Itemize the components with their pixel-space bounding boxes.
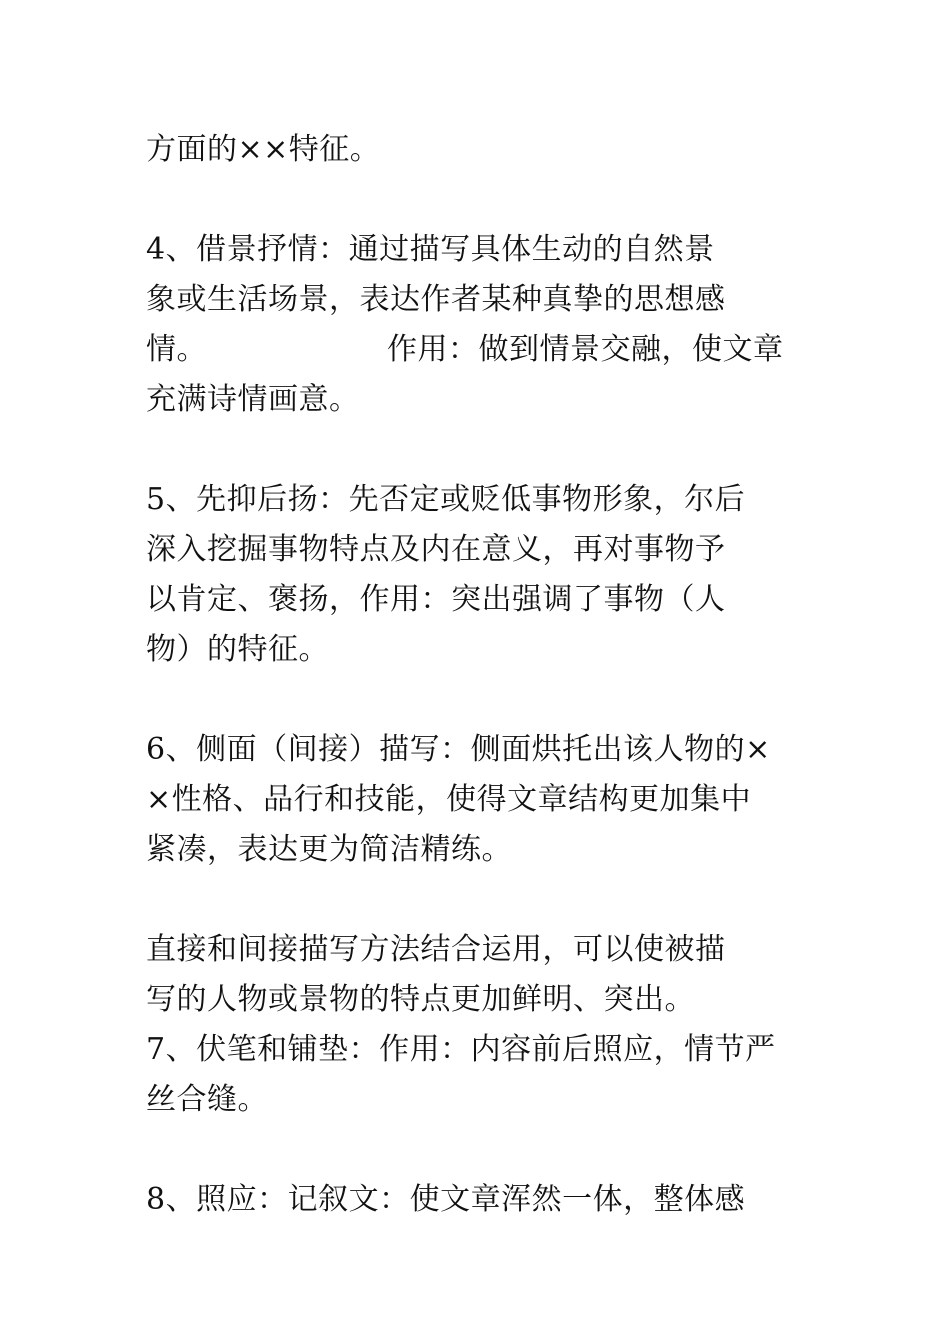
text-line: 物）的特征。 bbox=[146, 632, 329, 667]
text-line: 6、侧面（间接）描写：侧面烘托出该人物的× bbox=[146, 732, 771, 767]
text-line: 方面的××特征。 bbox=[146, 132, 381, 167]
text-line: 充满诗情画意。 bbox=[146, 382, 360, 417]
text-segment: 情。 bbox=[146, 332, 207, 367]
text-line: 紧凑，表达更为简洁精练。 bbox=[146, 832, 512, 867]
text-line: 丝合缝。 bbox=[146, 1082, 268, 1117]
text-line: 深入挖掘事物特点及内在意义，再对事物予 bbox=[146, 532, 726, 567]
text-line: 7、伏笔和铺垫：作用：内容前后照应，情节严 bbox=[146, 1032, 776, 1067]
text-line: 4、借景抒情：通过描写具体生动的自然景 bbox=[146, 232, 715, 267]
text-line: ×性格、品行和技能，使得文章结构更加集中 bbox=[146, 782, 752, 817]
text-line: 8、照应：记叙文：使文章浑然一体，整体感 bbox=[146, 1182, 746, 1217]
text-segment: 作用：做到情景交融，使文章 bbox=[387, 332, 784, 367]
text-line: 直接和间接描写方法结合运用，可以使被描 bbox=[146, 932, 726, 967]
text-line: 写的人物或景物的特点更加鲜明、突出。 bbox=[146, 982, 695, 1017]
text-line-composite bbox=[146, 330, 810, 370]
text-line: 象或生活场景，表达作者某种真挚的思想感 bbox=[146, 282, 726, 317]
text-line: 以肯定、褒扬，作用：突出强调了事物（人 bbox=[146, 582, 726, 617]
text-line: 5、先抑后扬：先否定或贬低事物形象，尔后 bbox=[146, 482, 746, 517]
